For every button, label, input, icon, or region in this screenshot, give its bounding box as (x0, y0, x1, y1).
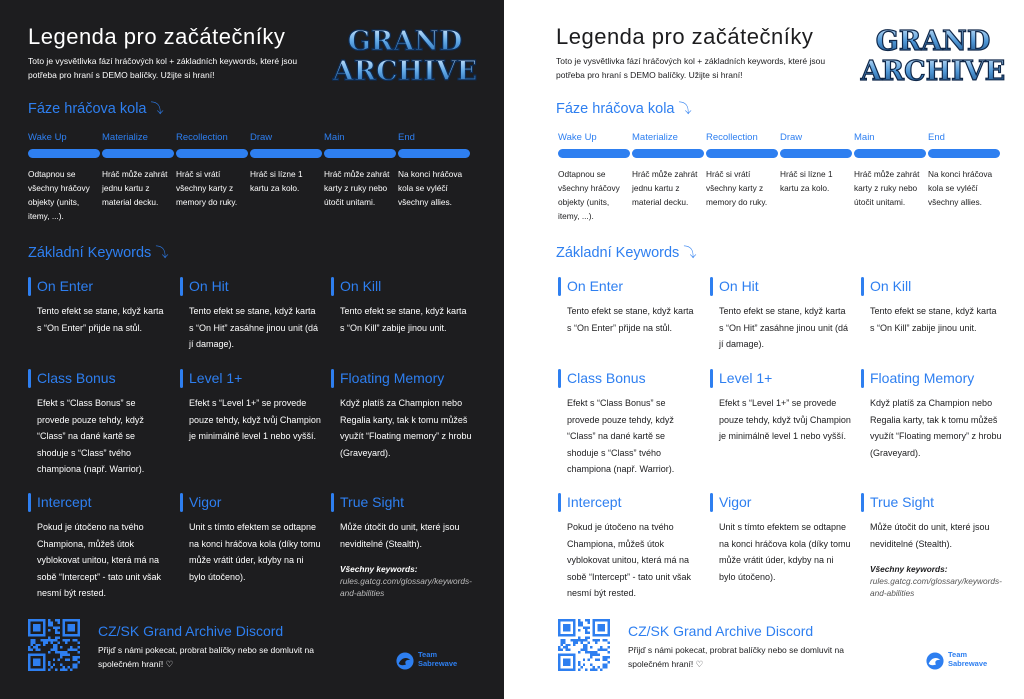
phase-end: End Na konci hráčova kola se vyléčí všechny allies. (928, 132, 1000, 209)
page-subtitle: Toto je vysvětlivka fází hráčových kol + základních keywords, které jsou potřeba pro hraní s DEMO balíčky. Užijte si hraní! (556, 56, 826, 80)
phase-wake-up: Wake Up Odtapnou se všechny hráčovy objekty (units, itemy, ...). (28, 132, 100, 223)
phase-recollection: Recollection Hráč si vrátí všechny karty z memory do ruky. (176, 132, 248, 209)
grand-archive-logo (858, 18, 1008, 88)
phase-recollection: Recollection Hráč si vrátí všechny karty z memory do ruky. (706, 132, 778, 209)
keywords-section-title: Základní Keywords ⤵ (28, 245, 169, 261)
phases-section-title: Fáze hráčova kola ⤵ (28, 101, 164, 117)
discord-title: CZ/SK Grand Archive Discord (98, 623, 284, 639)
phase-end: End Na konci hráčova kola se vyléčí všechny allies. (398, 132, 470, 209)
phase-draw: Draw Hráč si lízne 1 kartu za kolo. (780, 132, 852, 195)
discord-description: Přijď s námi pokecat, probrat balíčky nebo se domluvit na společném hraní! ♡ (628, 645, 844, 669)
legend-page-light: Legenda pro začátečníky Toto je vysvětlivka fází hráčových kol + základních keywords, které jsou potřeba pro hraní s DEMO balíčky. Užijte si hraní! GRAND ARCHIVE Fáze hráčova kola ⤵ Wake Up Odtapnou se všechny hráčovy objekty (units, itemy, ...). Materialize Hráč může zahrát jednu kartu z material decku. Recollection Hráč si vrátí všechny karty z memory do ruky. Draw Hráč si lízne 1 kartu za kolo. Main Hráč může zahrát karty z ruky nebo útočit unitami. End Na konci hráčova kola se vyléčí všechny allies. Základní Keywords ⤵ On Enter Tento efekt se stane, když karta s “On Enter” přijde na stůl. On Hit Tento efekt se stane, když karta s “On Hit” zasáhne jinou unit (dá jí damage). On Kill Tento efekt se stane, když karta s “On Kill” zabije jinou unit. Class Bonus Efekt s “Class Bonus” se provede pouze tehdy, když “Class” na dané kartě se shoduje s “Class” tvého championa (např. Warrior). Level 1+ Efekt s “Level 1+” se provede pouze tehdy, když tvůj Champion je minimálně level 1 nebo vyšší. Floating Memory Když platíš za Champion nebo Regalia karty, tak k tomu můžeš využít “Floating memory” z hrobu (Graveyard). Intercept Pokud je útočeno na tvého Championa, můžeš útok vyblokovat unitou, která má na sobě “Intercept” - tato unit však nesmí být rested. Vigor Unit s tímto efektem se odtapne na konci hráčova kola (díky tomu může vrátit úder, kdyby na ni bylo útočeno). True Sight Může útočit do unit, které jsou neviditelné (Stealth). Všechny keywords: rules.gatcg.com/glossary/keywords-and-abilities CZ/SK Grand Archive Discord Přijď s námi pokecat, probrat balíčky nebo se domluvit na společném hraní! ♡ Team Sabrewave (528, 0, 1024, 699)
grand-archive-logo (330, 18, 480, 88)
logo-line2: ARCHIVE (332, 56, 478, 87)
phase-materialize: Materialize Hráč může zahrát jednu kartu z material decku. (632, 132, 704, 209)
logo-line2: ARCHIVE (860, 56, 1006, 87)
keywords-section-title: Základní Keywords ⤵ (556, 245, 697, 261)
all-keywords-link[interactable]: rules.gatcg.com/glossary/keywords-and-abilities (340, 576, 472, 598)
logo-line1: GRAND (875, 26, 991, 57)
page-subtitle: Toto je vysvětlivka fází hráčových kol + základních keywords, které jsou potřeba pro hraní s DEMO balíčky. Užijte si hraní! (28, 56, 298, 80)
all-keywords-link[interactable]: rules.gatcg.com/glossary/keywords-and-abilities (870, 576, 1002, 598)
sabrewave-wave-icon (926, 652, 944, 670)
phase-materialize: Materialize Hráč může zahrát jednu kartu z material decku. (102, 132, 174, 209)
all-keywords-note (870, 563, 1000, 599)
phase-main: Main Hráč může zahrát karty z ruky nebo útočit unitami. (854, 132, 926, 209)
page-title: Legenda pro začátečníky (556, 24, 814, 49)
discord-title: CZ/SK Grand Archive Discord (628, 623, 814, 639)
legend-page-dark: Legenda pro začátečníky Toto je vysvětlivka fází hráčových kol + základních keywords, které jsou potřeba pro hraní s DEMO balíčky. Užijte si hraní! GRAND ARCHIVE Fáze hráčova kola ⤵ Wake Up Odtapnou se všechny hráčovy objekty (units, itemy, ...). Materialize Hráč může zahrát jednu kartu z material decku. Recollection Hráč si vrátí všechny karty z memory do ruky. Draw Hráč si lízne 1 kartu za kolo. Main Hráč může zahrát karty z ruky nebo útočit unitami. End Na konci hráčova kola se vyléčí všechny allies. Základní Keywords ⤵ On Enter Tento efekt se stane, když karta s “On Enter” přijde na stůl. On Hit Tento efekt se stane, když karta s “On Hit” zasáhne jinou unit (dá jí damage). On Kill Tento efekt se stane, když karta s “On Kill” zabije jinou unit. Class Bonus Efekt s “Class Bonus” se provede pouze tehdy, když “Class” na dané kartě se shoduje s “Class” tvého championa (např. Warrior). Level 1+ Efekt s “Level 1+” se provede pouze tehdy, když tvůj Champion je minimálně level 1 nebo vyšší. Floating Memory Když platíš za Champion nebo Regalia karty, tak k tomu můžeš využít “Floating memory” z hrobu (Graveyard). Intercept Pokud je útočeno na tvého Championa, můžeš útok vyblokovat unitou, která má na sobě “Intercept” - tato unit však nesmí být rested. Vigor Unit s tímto efektem se odtapne na konci hráčova kola (díky tomu může vrátit úder, kdyby na ni bylo útočeno). True Sight Může útočit do unit, které jsou neviditelné (Stealth). Všechny keywords: rules.gatcg.com/glossary/keywords-and-abilities CZ/SK Grand Archive Discord Přijď s námi pokecat, probrat balíčky nebo se domluvit na společném hraní! ♡ Team Sabrewave (0, 0, 504, 699)
phase-draw: Draw Hráč si lízne 1 kartu za kolo. (250, 132, 322, 195)
phases-section-title: Fáze hráčova kola ⤵ (556, 101, 692, 117)
page-title: Legenda pro začátečníky (28, 24, 286, 49)
discord-description: Přijď s námi pokecat, probrat balíčky nebo se domluvit na společném hraní! ♡ (98, 645, 314, 669)
sabrewave-wave-icon (396, 652, 414, 670)
logo-line1: GRAND (347, 26, 463, 57)
page-gutter (504, 0, 528, 699)
phase-main: Main Hráč může zahrát karty z ruky nebo útočit unitami. (324, 132, 396, 209)
qr-code-icon[interactable] (558, 619, 610, 671)
all-keywords-label: Všechny keywords: (340, 564, 418, 574)
all-keywords-note (340, 563, 470, 599)
qr-code-icon[interactable] (28, 619, 80, 671)
phase-wake-up: Wake Up Odtapnou se všechny hráčovy objekty (units, itemy, ...). (558, 132, 630, 223)
all-keywords-label: Všechny keywords: (870, 564, 948, 574)
